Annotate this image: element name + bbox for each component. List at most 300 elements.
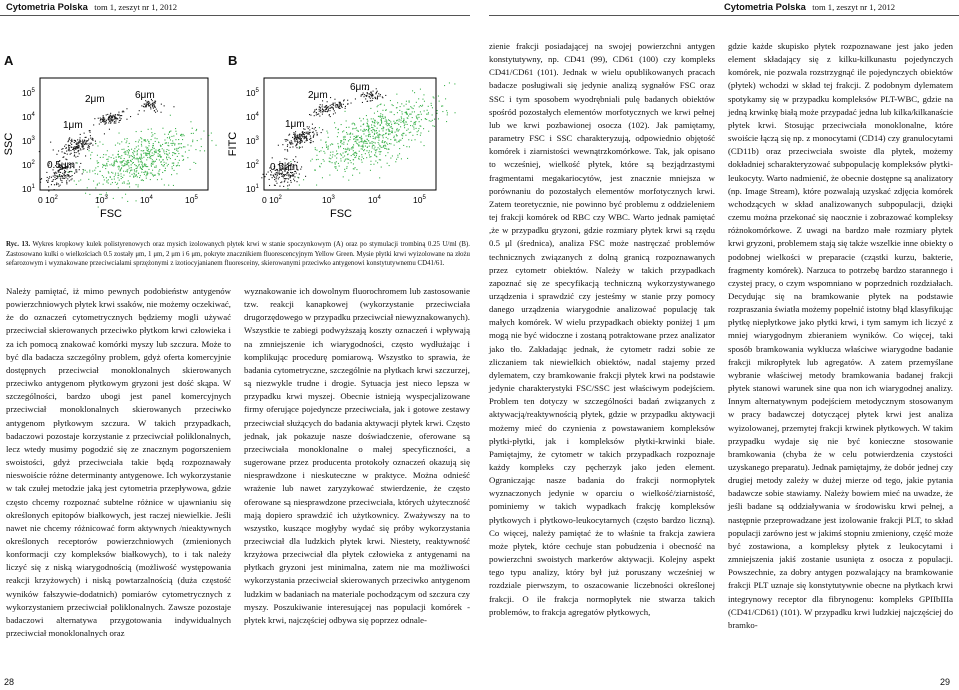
event-dot	[299, 134, 300, 135]
event-dot	[74, 152, 75, 153]
event-dot	[428, 114, 429, 115]
event-dot	[64, 146, 65, 147]
event-dot	[142, 158, 143, 159]
event-dot	[285, 141, 286, 142]
event-dot	[170, 139, 171, 140]
event-dot	[322, 108, 323, 109]
event-dot	[154, 148, 155, 149]
event-dot	[368, 134, 369, 135]
event-dot	[363, 158, 364, 159]
event-dot	[124, 181, 125, 182]
event-dot	[444, 85, 445, 86]
event-dot	[309, 129, 310, 130]
event-dot	[146, 159, 147, 160]
event-dot	[92, 138, 93, 139]
event-dot	[373, 129, 374, 130]
event-dot	[379, 177, 380, 178]
event-dot	[152, 147, 153, 148]
event-dot	[76, 171, 77, 172]
event-dot	[371, 96, 372, 97]
event-dot	[395, 132, 396, 133]
event-dot	[144, 104, 145, 105]
event-dot	[141, 150, 142, 151]
event-dot	[97, 145, 98, 146]
event-dot	[281, 176, 282, 177]
event-dot	[106, 180, 107, 181]
event-dot	[312, 128, 313, 129]
event-dot	[421, 114, 422, 115]
event-dot	[327, 101, 328, 102]
event-dot	[115, 182, 116, 183]
event-dot	[344, 155, 345, 156]
event-dot	[141, 144, 142, 145]
event-dot	[398, 130, 399, 131]
event-dot	[397, 112, 398, 113]
event-dot	[121, 178, 122, 179]
event-dot	[361, 159, 362, 160]
event-dot	[407, 113, 408, 114]
event-dot	[295, 134, 296, 135]
event-dot	[284, 149, 285, 150]
event-dot	[172, 166, 173, 167]
event-dot	[389, 123, 390, 124]
event-dot	[67, 178, 68, 179]
event-dot	[385, 121, 386, 122]
event-dot	[385, 95, 386, 96]
event-dot	[291, 140, 292, 141]
event-dot	[112, 121, 113, 122]
event-dot	[361, 136, 362, 137]
event-dot	[100, 119, 101, 120]
event-dot	[97, 174, 98, 175]
event-dot	[391, 126, 392, 127]
event-dot	[181, 134, 182, 135]
event-dot	[125, 194, 126, 195]
event-dot	[378, 122, 379, 123]
event-dot	[193, 162, 194, 163]
event-dot	[415, 123, 416, 124]
panel-b-ylabel: FITC	[227, 131, 239, 157]
event-dot	[399, 148, 400, 149]
event-dot	[143, 106, 144, 107]
event-dot	[150, 156, 151, 157]
event-dot	[385, 148, 386, 149]
event-dot	[127, 164, 128, 165]
event-dot	[316, 114, 317, 115]
event-dot	[114, 162, 115, 163]
event-dot	[360, 141, 361, 142]
event-dot	[312, 132, 313, 133]
event-dot	[75, 148, 76, 149]
event-dot	[90, 158, 91, 159]
event-dot	[396, 129, 397, 130]
event-dot	[320, 150, 321, 151]
event-dot	[309, 139, 310, 140]
event-dot	[335, 166, 336, 167]
event-dot	[154, 106, 155, 107]
event-dot	[136, 184, 137, 185]
event-dot	[150, 107, 151, 108]
event-dot	[110, 123, 111, 124]
event-dot	[136, 168, 137, 169]
event-dot	[178, 162, 179, 163]
event-dot	[140, 158, 141, 159]
event-dot	[294, 136, 295, 137]
event-dot	[316, 150, 317, 151]
event-dot	[143, 157, 144, 158]
event-dot	[345, 148, 346, 149]
event-dot	[77, 163, 78, 164]
event-dot	[371, 127, 372, 128]
event-dot	[160, 145, 161, 146]
event-dot	[108, 159, 109, 160]
event-dot	[374, 122, 375, 123]
event-dot	[141, 164, 142, 165]
event-dot	[364, 140, 365, 141]
event-dot	[371, 92, 372, 93]
event-dot	[54, 189, 55, 190]
event-dot	[380, 115, 381, 116]
event-dot	[128, 151, 129, 152]
event-dot	[119, 120, 120, 121]
event-dot	[173, 165, 174, 166]
event-dot	[377, 96, 378, 97]
event-dot	[108, 179, 109, 180]
event-dot	[432, 125, 433, 126]
event-dot	[362, 162, 363, 163]
event-dot	[345, 159, 346, 160]
event-dot	[97, 185, 98, 186]
event-dot	[358, 131, 359, 132]
event-dot	[61, 149, 62, 150]
page-number-left: 28	[4, 677, 15, 687]
event-dot	[350, 137, 351, 138]
event-dot	[134, 171, 135, 172]
caption-text: Wykres kropkowy kulek polistyrenowych oraz mysich izolowanych płytek krwi w stanie spoczynkowym (A) oraz po stymulacji trombiną 0.25 U/ml (B). Zastosowano kulki o wielkościach 0.5 zostały μm, 1 μm, 2 μm i 6 μm, pokryte znacznikiem fluorescencyjnym Yellow Green. Mysie płytki krwi wyizolowane na złożu sefarozowym i wyznakowane przeciwciałami sprzężonymi z izotiocyjanianem fluoresceiny, skierowanymi przeciwko antygenowi konstytutywnemu CD41/61.	[6, 241, 471, 268]
event-dot	[155, 150, 156, 151]
event-dot	[166, 163, 167, 164]
event-dot	[314, 128, 315, 129]
event-dot	[286, 173, 287, 174]
event-dot	[89, 130, 90, 131]
event-dot	[424, 110, 425, 111]
event-dot	[361, 140, 362, 141]
event-dot	[111, 157, 112, 158]
event-dot	[166, 151, 167, 152]
event-dot	[359, 173, 360, 174]
event-dot	[84, 144, 85, 145]
event-dot	[368, 140, 369, 141]
event-dot	[289, 134, 290, 135]
event-dot	[66, 151, 67, 152]
event-dot	[353, 128, 354, 129]
event-dot	[344, 99, 345, 100]
event-dot	[343, 144, 344, 145]
event-dot	[389, 165, 390, 166]
event-dot	[74, 156, 75, 157]
event-dot	[325, 111, 326, 112]
event-dot	[367, 143, 368, 144]
event-dot	[374, 155, 375, 156]
event-dot	[138, 186, 139, 187]
event-dot	[354, 123, 355, 124]
event-dot	[327, 132, 328, 133]
event-dot	[76, 152, 77, 153]
event-dot	[390, 158, 391, 159]
event-dot	[394, 114, 395, 115]
event-dot	[161, 112, 162, 113]
event-dot	[116, 157, 117, 158]
event-dot	[66, 180, 67, 181]
panel-letter-b: B	[228, 53, 238, 68]
event-dot	[68, 148, 69, 149]
event-dot	[386, 119, 387, 120]
event-dot	[68, 150, 69, 151]
event-dot	[422, 99, 423, 100]
event-dot	[138, 184, 139, 185]
event-dot	[371, 118, 372, 119]
event-dot	[127, 183, 128, 184]
event-dot	[155, 102, 156, 103]
event-dot	[341, 155, 342, 156]
event-dot	[164, 140, 165, 141]
event-dot	[356, 127, 357, 128]
event-dot	[68, 145, 69, 146]
event-dot	[55, 172, 56, 173]
event-dot	[402, 138, 403, 139]
event-dot	[153, 161, 154, 162]
event-dot	[287, 149, 288, 150]
event-dot	[286, 139, 287, 140]
event-dot	[394, 140, 395, 141]
event-dot	[330, 155, 331, 156]
event-dot	[195, 163, 196, 164]
event-dot	[377, 128, 378, 129]
event-dot	[406, 146, 407, 147]
event-dot	[400, 126, 401, 127]
event-dot	[348, 140, 349, 141]
event-dot	[167, 154, 168, 155]
event-dot	[61, 180, 62, 181]
event-dot	[321, 132, 322, 133]
event-dot	[447, 114, 448, 115]
event-dot	[348, 163, 349, 164]
event-dot	[312, 124, 313, 125]
event-dot	[310, 140, 311, 141]
running-header-left	[6, 0, 177, 13]
event-dot	[364, 129, 365, 130]
event-dot	[414, 111, 415, 112]
event-dot	[416, 117, 417, 118]
event-dot	[354, 155, 355, 156]
event-dot	[83, 172, 84, 173]
event-dot	[377, 98, 378, 99]
event-dot	[169, 153, 170, 154]
panel-a-xticks	[38, 195, 198, 205]
bead-label-1um-b: 1μm	[285, 119, 305, 130]
xtick-b-2: $10^3$	[322, 195, 335, 205]
event-dot	[407, 158, 408, 159]
event-dot	[369, 128, 370, 129]
event-dot	[134, 148, 135, 149]
event-dot	[334, 122, 335, 123]
event-dot	[179, 160, 180, 161]
event-dot	[172, 155, 173, 156]
event-dot	[356, 137, 357, 138]
event-dot	[130, 116, 131, 117]
event-dot	[403, 105, 404, 106]
event-dot	[300, 169, 301, 170]
event-dot	[291, 182, 292, 183]
event-dot	[287, 182, 288, 183]
event-dot	[380, 151, 381, 152]
event-dot	[276, 183, 277, 184]
event-dot	[376, 149, 377, 150]
event-dot	[301, 138, 302, 139]
xtick-b-4: $10^5$	[413, 195, 426, 205]
event-dot	[149, 151, 150, 152]
event-dot	[351, 147, 352, 148]
event-dot	[147, 173, 148, 174]
event-dot	[395, 161, 396, 162]
event-dot	[357, 130, 358, 131]
event-dot	[418, 117, 419, 118]
event-dot	[59, 175, 60, 176]
event-dot	[131, 167, 132, 168]
event-dot	[382, 110, 383, 111]
event-dot	[142, 190, 143, 191]
event-dot	[295, 145, 296, 146]
event-dot	[168, 142, 169, 143]
event-dot	[163, 151, 164, 152]
event-dot	[335, 127, 336, 128]
event-dot	[89, 171, 90, 172]
event-dot	[293, 179, 294, 180]
event-dot	[344, 137, 345, 138]
event-dot	[133, 176, 134, 177]
event-dot	[339, 166, 340, 167]
event-dot	[377, 91, 378, 92]
event-dot	[420, 132, 421, 133]
event-dot	[269, 179, 270, 180]
event-dot	[348, 127, 349, 128]
event-dot	[139, 158, 140, 159]
event-dot	[128, 162, 129, 163]
event-dot	[84, 140, 85, 141]
event-dot	[148, 169, 149, 170]
event-dot	[76, 184, 77, 185]
event-dot	[328, 106, 329, 107]
event-dot	[201, 146, 202, 147]
event-dot	[117, 161, 118, 162]
event-dot	[132, 174, 133, 175]
event-dot	[392, 104, 393, 105]
event-dot	[390, 100, 391, 101]
event-dot	[386, 123, 387, 124]
event-dot	[337, 170, 338, 171]
event-dot	[346, 120, 347, 121]
event-dot	[93, 124, 94, 125]
event-dot	[347, 100, 348, 101]
event-dot	[338, 147, 339, 148]
event-dot	[113, 158, 114, 159]
event-dot	[414, 105, 415, 106]
event-dot	[304, 138, 305, 139]
event-dot	[131, 161, 132, 162]
event-dot	[120, 161, 121, 162]
event-dot	[197, 140, 198, 141]
event-dot	[289, 185, 290, 186]
event-dot	[140, 175, 141, 176]
event-dot	[278, 178, 279, 179]
event-dot	[106, 164, 107, 165]
event-dot	[360, 126, 361, 127]
event-dot	[70, 143, 71, 144]
event-dot	[102, 144, 103, 145]
event-dot	[203, 131, 204, 132]
event-dot	[174, 170, 175, 171]
event-dot	[319, 127, 320, 128]
event-dot	[83, 170, 84, 171]
event-dot	[164, 164, 165, 165]
event-dot	[114, 121, 115, 122]
event-dot	[196, 130, 197, 131]
event-dot	[299, 185, 300, 186]
event-dot	[374, 148, 375, 149]
event-dot	[87, 187, 88, 188]
event-dot	[114, 161, 115, 162]
event-dot	[159, 154, 160, 155]
event-dot	[411, 121, 412, 122]
event-dot	[302, 136, 303, 137]
event-dot	[368, 135, 369, 136]
event-dot	[325, 106, 326, 107]
event-dot	[171, 136, 172, 137]
event-dot	[190, 121, 191, 122]
event-dot	[290, 176, 291, 177]
event-dot	[147, 147, 148, 148]
event-dot	[330, 97, 331, 98]
event-dot	[102, 119, 103, 120]
event-dot	[374, 134, 375, 135]
event-dot	[53, 176, 54, 177]
event-dot	[60, 179, 61, 180]
event-dot	[340, 158, 341, 159]
event-dot	[168, 150, 169, 151]
event-dot	[150, 108, 151, 109]
event-dot	[314, 115, 315, 116]
event-dot	[312, 159, 313, 160]
event-dot	[374, 133, 375, 134]
event-dot	[70, 171, 71, 172]
event-dot	[273, 176, 274, 177]
event-dot	[387, 125, 388, 126]
event-dot	[40, 182, 41, 183]
event-dot	[363, 131, 364, 132]
event-dot	[129, 150, 130, 151]
event-dot	[121, 118, 122, 119]
event-dot	[167, 149, 168, 150]
event-dot	[143, 172, 144, 173]
event-dot	[118, 114, 119, 115]
event-dot	[72, 171, 73, 172]
event-dot	[151, 149, 152, 150]
event-dot	[74, 173, 75, 174]
event-dot	[380, 159, 381, 160]
event-dot	[122, 161, 123, 162]
event-dot	[59, 174, 60, 175]
event-dot	[382, 97, 383, 98]
